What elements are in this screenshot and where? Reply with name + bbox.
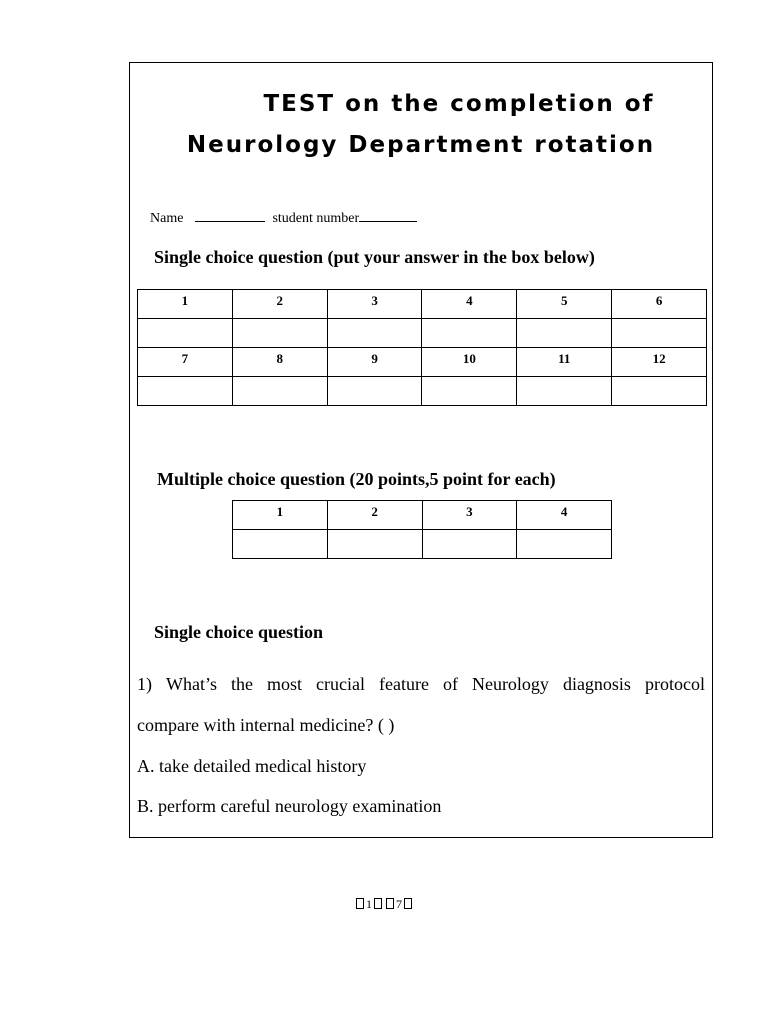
title-line-2: Neurology Department rotation bbox=[186, 132, 656, 158]
question-word: 1) bbox=[137, 674, 152, 694]
multiple-choice-header: Multiple choice question (20 points,5 point for each) bbox=[157, 469, 556, 489]
table-header-cell: 2 bbox=[327, 501, 422, 530]
question-1-option-a[interactable]: A. take detailed medical history bbox=[137, 756, 367, 776]
footer-glyph-box bbox=[386, 898, 394, 909]
answer-cell[interactable] bbox=[327, 377, 422, 406]
answer-cell[interactable] bbox=[233, 530, 328, 559]
footer-glyph-box bbox=[404, 898, 412, 909]
answer-cell[interactable] bbox=[517, 530, 612, 559]
name-line bbox=[150, 211, 417, 227]
answer-cell[interactable] bbox=[612, 319, 707, 348]
footer-page-number: 1 bbox=[366, 897, 372, 911]
table-header-cell: 4 bbox=[422, 290, 517, 319]
answer-cell[interactable] bbox=[138, 377, 233, 406]
question-word: What’s bbox=[166, 674, 217, 694]
table-header-cell: 3 bbox=[327, 290, 422, 319]
table-header-cell: 2 bbox=[232, 290, 327, 319]
table-header-cell: 4 bbox=[517, 501, 612, 530]
table-header-cell: 8 bbox=[232, 348, 327, 377]
table-header-cell: 5 bbox=[517, 290, 612, 319]
question-1-line-2: compare with internal medicine? ( ) bbox=[137, 715, 395, 735]
student-number-blank[interactable] bbox=[359, 220, 417, 222]
question-word: Neurology bbox=[471, 674, 549, 694]
answer-cell[interactable] bbox=[517, 377, 612, 406]
table-header-cell: 3 bbox=[422, 501, 517, 530]
table-header-cell: 9 bbox=[327, 348, 422, 377]
question-word: of bbox=[442, 674, 458, 694]
name-label: Name bbox=[150, 211, 184, 226]
table-header-cell: 12 bbox=[612, 348, 707, 377]
answer-cell[interactable] bbox=[612, 377, 707, 406]
footer-glyph-box bbox=[374, 898, 382, 909]
answer-cell[interactable] bbox=[327, 319, 422, 348]
answer-cell[interactable] bbox=[422, 530, 517, 559]
page-frame bbox=[129, 62, 713, 838]
table-header-cell: 7 bbox=[138, 348, 233, 377]
question-word: diagnosis bbox=[562, 674, 631, 694]
footer-glyph-box bbox=[356, 898, 364, 909]
answer-cell[interactable] bbox=[232, 377, 327, 406]
student-number-label: student number bbox=[272, 211, 360, 226]
table-header-cell: 1 bbox=[138, 290, 233, 319]
question-1-line-1 bbox=[137, 674, 705, 695]
question-word: the bbox=[231, 674, 253, 694]
question-word: feature bbox=[378, 674, 429, 694]
answer-cell[interactable] bbox=[327, 530, 422, 559]
question-word: protocol bbox=[644, 674, 705, 694]
single-choice-header: Single choice question (put your answer in the box below) bbox=[154, 247, 595, 267]
question-1-option-b[interactable]: B. perform careful neurology examination bbox=[137, 796, 442, 816]
question-word: most bbox=[267, 674, 303, 694]
table-header-cell: 6 bbox=[612, 290, 707, 319]
answer-cell[interactable] bbox=[422, 319, 517, 348]
answer-cell[interactable] bbox=[232, 319, 327, 348]
multiple-choice-answer-table bbox=[232, 500, 612, 559]
question-word: crucial bbox=[316, 674, 365, 694]
page-footer bbox=[0, 897, 768, 912]
single-choice-answer-table bbox=[137, 289, 707, 406]
table-header-cell: 10 bbox=[422, 348, 517, 377]
footer-total-pages: 7 bbox=[396, 897, 402, 911]
answer-cell[interactable] bbox=[138, 319, 233, 348]
answer-cell[interactable] bbox=[517, 319, 612, 348]
name-blank[interactable] bbox=[195, 220, 265, 222]
answer-cell[interactable] bbox=[422, 377, 517, 406]
table-header-cell: 11 bbox=[517, 348, 612, 377]
table-header-cell: 1 bbox=[233, 501, 328, 530]
title-line-1: TEST on the completion of bbox=[263, 91, 655, 117]
section-header: Single choice question bbox=[154, 622, 324, 642]
